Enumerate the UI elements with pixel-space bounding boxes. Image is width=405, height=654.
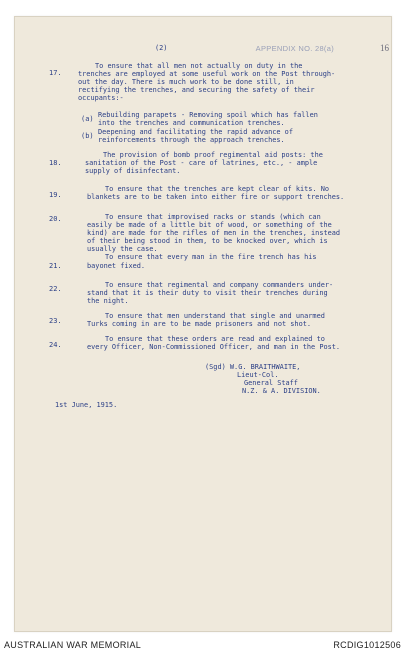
- page-marker: (2): [155, 44, 168, 52]
- archive-footer-right: RCDIG1012506: [333, 640, 401, 650]
- item-23-line-2: Turks coming in are to be made prisoners and not shot.: [87, 320, 312, 328]
- item-17-line-5: occupants:-: [78, 94, 124, 102]
- document-date: 1st June, 1915.: [55, 401, 118, 409]
- item-20-line-5: usually the case.: [87, 245, 158, 253]
- item-17-line-4: rectifying the trenches, and securing the safety of their: [78, 86, 315, 94]
- item-18-line-2: sanitation of the Post - care of latrines, etc., - ample: [85, 159, 318, 167]
- item-number: 23.: [49, 317, 62, 325]
- document-sheet: [14, 16, 392, 632]
- appendix-stamp: APPENDIX NO. 28(a): [255, 44, 334, 53]
- item-21-line-1: To ensure that every man in the fire trench has his: [105, 253, 317, 261]
- sub-item-a-line-1: Rebuilding parapets - Removing spoil which has fallen: [98, 111, 318, 119]
- item-22-line-3: the night.: [87, 297, 129, 305]
- sub-item-b-marker: (b): [81, 132, 94, 140]
- item-21-line-2: bayonet fixed.: [87, 262, 146, 270]
- sub-item-b-line-1: Deepening and facilitating the rapid advance of: [98, 128, 293, 136]
- item-20-line-4: of their being stood in them, to be knocked over, which is: [87, 237, 328, 245]
- item-number: 17.: [49, 69, 62, 77]
- item-17-line-2: trenches are employed at some useful work on the Post through-: [78, 70, 336, 78]
- archive-footer-left: AUSTRALIAN WAR MEMORIAL: [4, 640, 142, 650]
- item-19-line-2: blankets are to be taken into either fire or support trenches.: [87, 193, 345, 201]
- item-22-line-1: To ensure that regimental and company commanders under-: [105, 281, 334, 289]
- item-number: 22.: [49, 285, 62, 293]
- item-23-line-1: To ensure that men understand that single and unarmed: [105, 312, 325, 320]
- signature-name: (Sgd) W.G. BRAITHWAITE,: [205, 363, 301, 371]
- signature-staff: General Staff: [244, 379, 298, 387]
- item-20-line-1: To ensure that improvised racks or stands (which can: [105, 213, 321, 221]
- item-20-line-2: easily be made of a little bit of wood, or something of the: [87, 221, 332, 229]
- item-number: 20.: [49, 215, 62, 223]
- item-18-line-3: supply of disinfectant.: [85, 167, 181, 175]
- item-24-line-1: To ensure that these orders are read and explained to: [105, 335, 325, 343]
- item-18-line-1: The provision of bomb proof regimental aid posts: the: [103, 151, 323, 159]
- page-number: 16: [380, 43, 389, 53]
- item-22-line-2: stand that it is their duty to visit their trenches during: [87, 289, 328, 297]
- item-19-line-1: To ensure that the trenches are kept clear of kits. No: [105, 185, 330, 193]
- item-20-line-3: kind) are made for the rifles of men in the trenches, instead: [87, 229, 341, 237]
- item-number: 24.: [49, 341, 62, 349]
- signature-rank: Lieut-Col.: [237, 371, 279, 379]
- sub-item-a-marker: (a): [81, 115, 94, 123]
- item-17-line-1: To ensure that all men not actually on duty in the: [95, 62, 303, 70]
- sub-item-b-line-2: reinforcements through the approach trenches.: [98, 136, 285, 144]
- item-17-line-3: out the day. There is much work to be done still, in: [78, 78, 294, 86]
- item-number: 18.: [49, 159, 62, 167]
- item-number: 19.: [49, 191, 62, 199]
- sub-item-a-line-2: into the trenches and communication trenches.: [98, 119, 285, 127]
- item-number: 21.: [49, 262, 62, 270]
- signature-division: N.Z. & A. DIVISION.: [242, 387, 321, 395]
- item-24-line-2: every Officer, Non-Commissioned Officer, and man in the Post.: [87, 343, 341, 351]
